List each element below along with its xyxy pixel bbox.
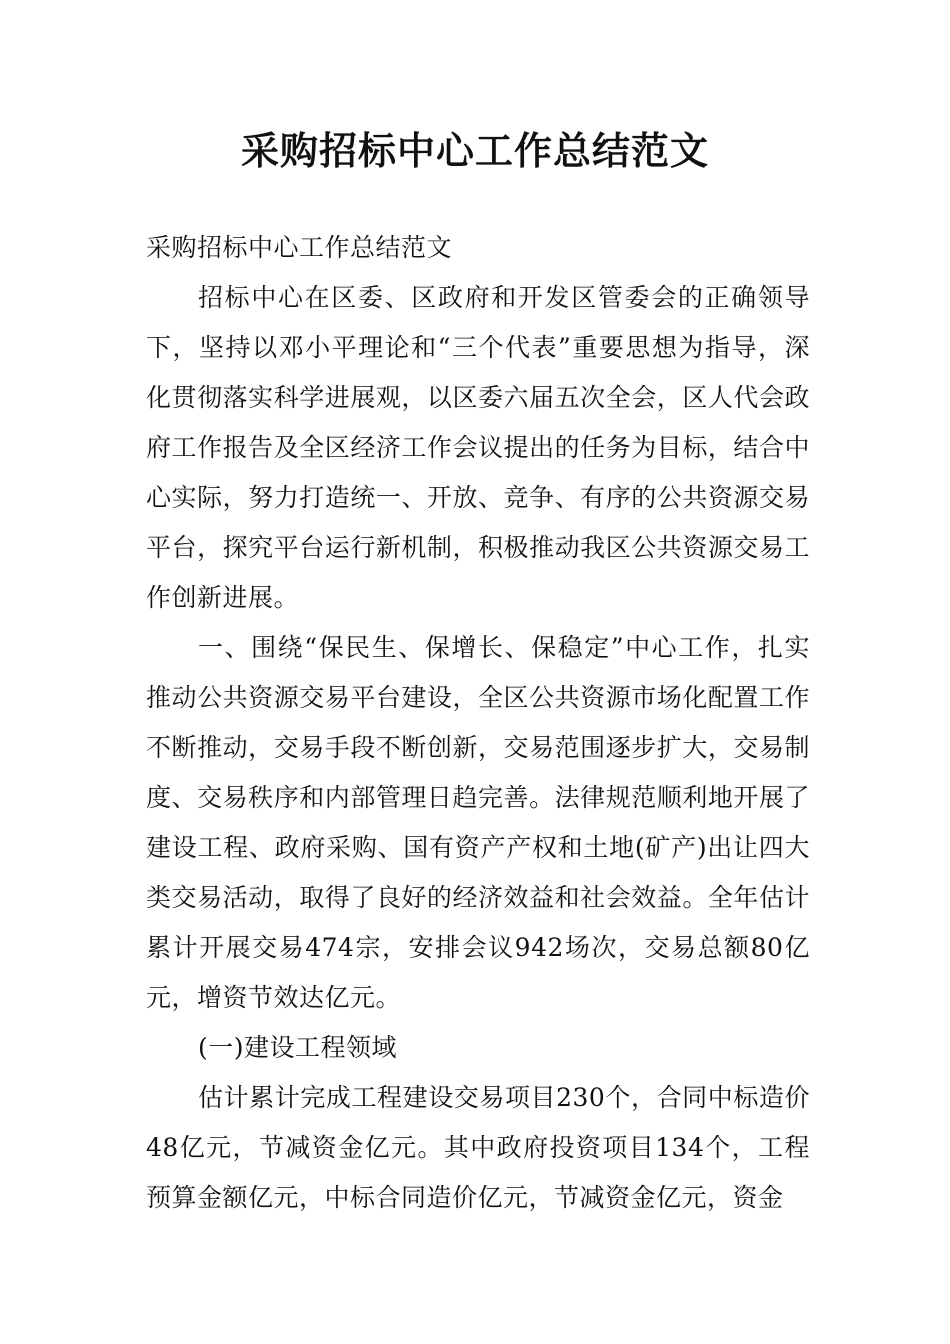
document-subtitle: 采购招标中心工作总结范文 [146, 233, 453, 262]
section-heading: (一)建设工程领域 [198, 1033, 398, 1062]
paragraph-intro: 招标中心在区委、区政府和开发区管委会的正确领导下，坚持以邓小平理论和“三个代表”重要思想为指导，深化贯彻落实科学进展观，以区委六届五次全会，区人代会政府工作报告及全区经济工作会议提出的任务为目标，结合中心实际，努力打造统一、开放、竞争、有序的公共资源交易平台，探究平台运行新机制，积极推动我区公共资源交易工作创新进展。 [146, 283, 810, 612]
document-body [146, 223, 810, 1223]
paragraph-section-one: 一、围绕“保民生、保增长、保稳定”中心工作，扎实推动公共资源交易平台建设，全区公共资源市场化配置工作不断推动，交易手段不断创新，交易范围逐步扩大，交易制度、交易秩序和内部管理日趋完善。法律规范顺利地开展了建设工程、政府采购、国有资产产权和土地(矿产)出让四大类交易活动，取得了良好的经济效益和社会效益。全年估计累计开展交易474宗，安排会议942场次，交易总额80亿元，增资节效达亿元。 [146, 633, 810, 1012]
paragraph-construction: 估计累计完成工程建设交易项目230个，合同中标造价48亿元，节减资金亿元。其中政府投资项目134个，工程预算金额亿元，中标合同造价亿元，节减资金亿元，资金 [146, 1083, 810, 1212]
document-title: 采购招标中心工作总结范文 [240, 129, 709, 173]
